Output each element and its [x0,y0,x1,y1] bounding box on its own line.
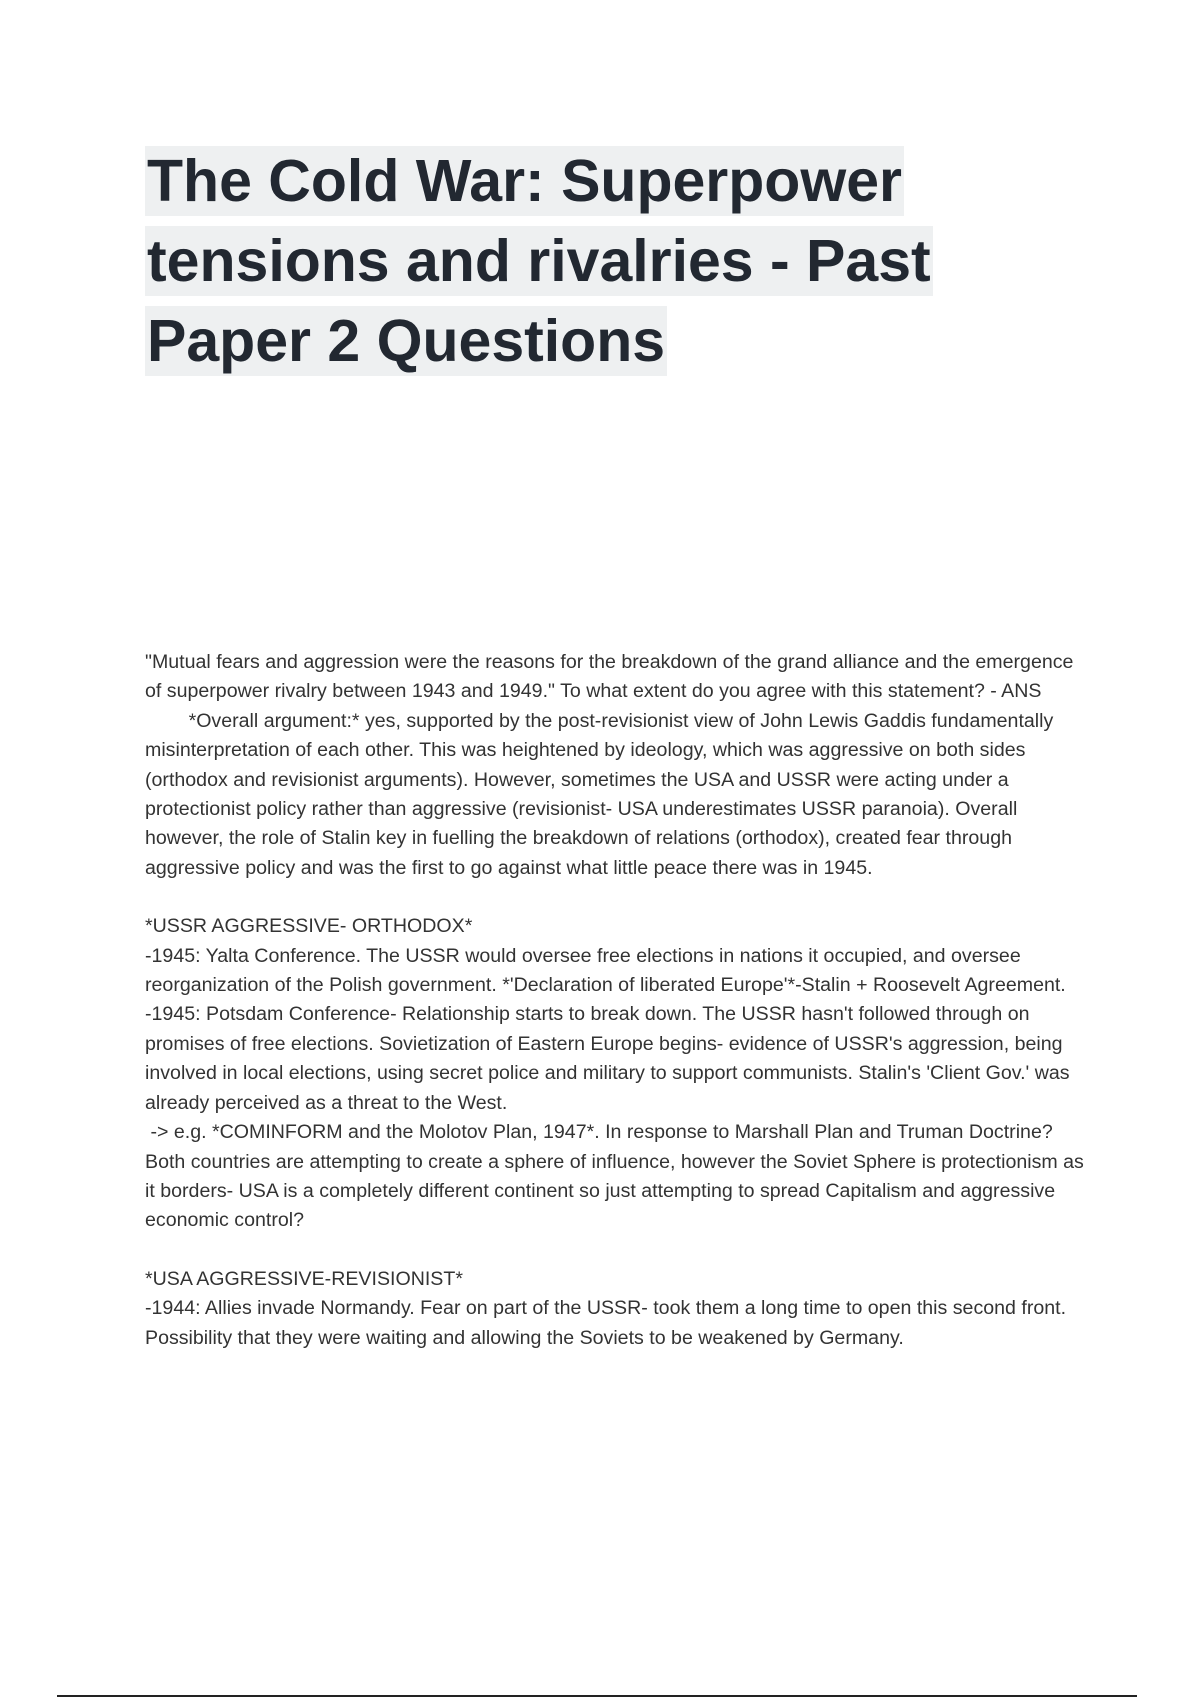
document-title [145,146,1045,386]
section-paragraph: -> e.g. *COMINFORM and the Molotov Plan, 1947*. In response to Marshall Plan and Truman Doctrine? Both countries are attempting to create a sphere of influence, however the Soviet Sphere is protectionism as it borders- USA is a completely different continent so just attempting to spread Capitalism and aggressive economic control? [145,1121,1090,1232]
title-line-3: Paper 2 Questions [147,308,666,374]
section-heading-ussr: *USSR AGGRESSIVE- ORTHODOX* [145,915,473,938]
section-heading-usa: *USA AGGRESSIVE-REVISIONIST* [145,1267,463,1290]
section-paragraph: -1944: Allies invade Normandy. Fear on part of the USSR- took them a long time to open this second front. Possibility that they were waiting and allowing the Soviets to be weakened by Germany. [145,1297,1067,1349]
section-paragraph: -1945: Potsdam Conference- Relationship starts to break down. The USSR hasn't followed through on promises of free elections. Sovietization of Eastern Europe begins- evidence of USSR's aggression, being involved in local elections, using secret police and military to support communists. Stalin's 'Client Gov.' was already perceived as a threat to the West. [145,1003,1070,1114]
title-line-2: tensions and rivalries - Past [147,228,931,294]
answer-intro: *Overall argument:* yes, supported by the post-revisionist view of John Lewis Gaddis fundamentally misinterpretation of each other. This was heightened by ideology, which was aggressive on both sides (orthodox and revisionist arguments). However, sometimes the USA and USSR were acting under a protectionist policy rather than aggressive (revisionist- USA underestimates USSR paranoia). Overall however, the role of Stalin key in fuelling the breakdown of relations (orthodox), created fear through aggressive policy and was the first to go against what little peace there was in 1945. [145,709,1054,879]
question-text: "Mutual fears and aggression were the reasons for the breakdown of the grand alliance and the emergence of superpower rivalry between 1943 and 1949." To what extent do you agree with this statement? - ANS [145,651,1074,703]
page-bottom-divider [57,1695,1137,1697]
question-paragraph [145,648,1095,883]
document-body [145,648,1095,1353]
title-line-1: The Cold War: Superpower [147,148,903,214]
section-paragraph: -1945: Yalta Conference. The USSR would oversee free elections in nations it occupied, and oversee reorganization of the Polish government. *'Declaration of liberated Europe'*-Stalin + Roosevelt Agreement. [145,944,1066,997]
